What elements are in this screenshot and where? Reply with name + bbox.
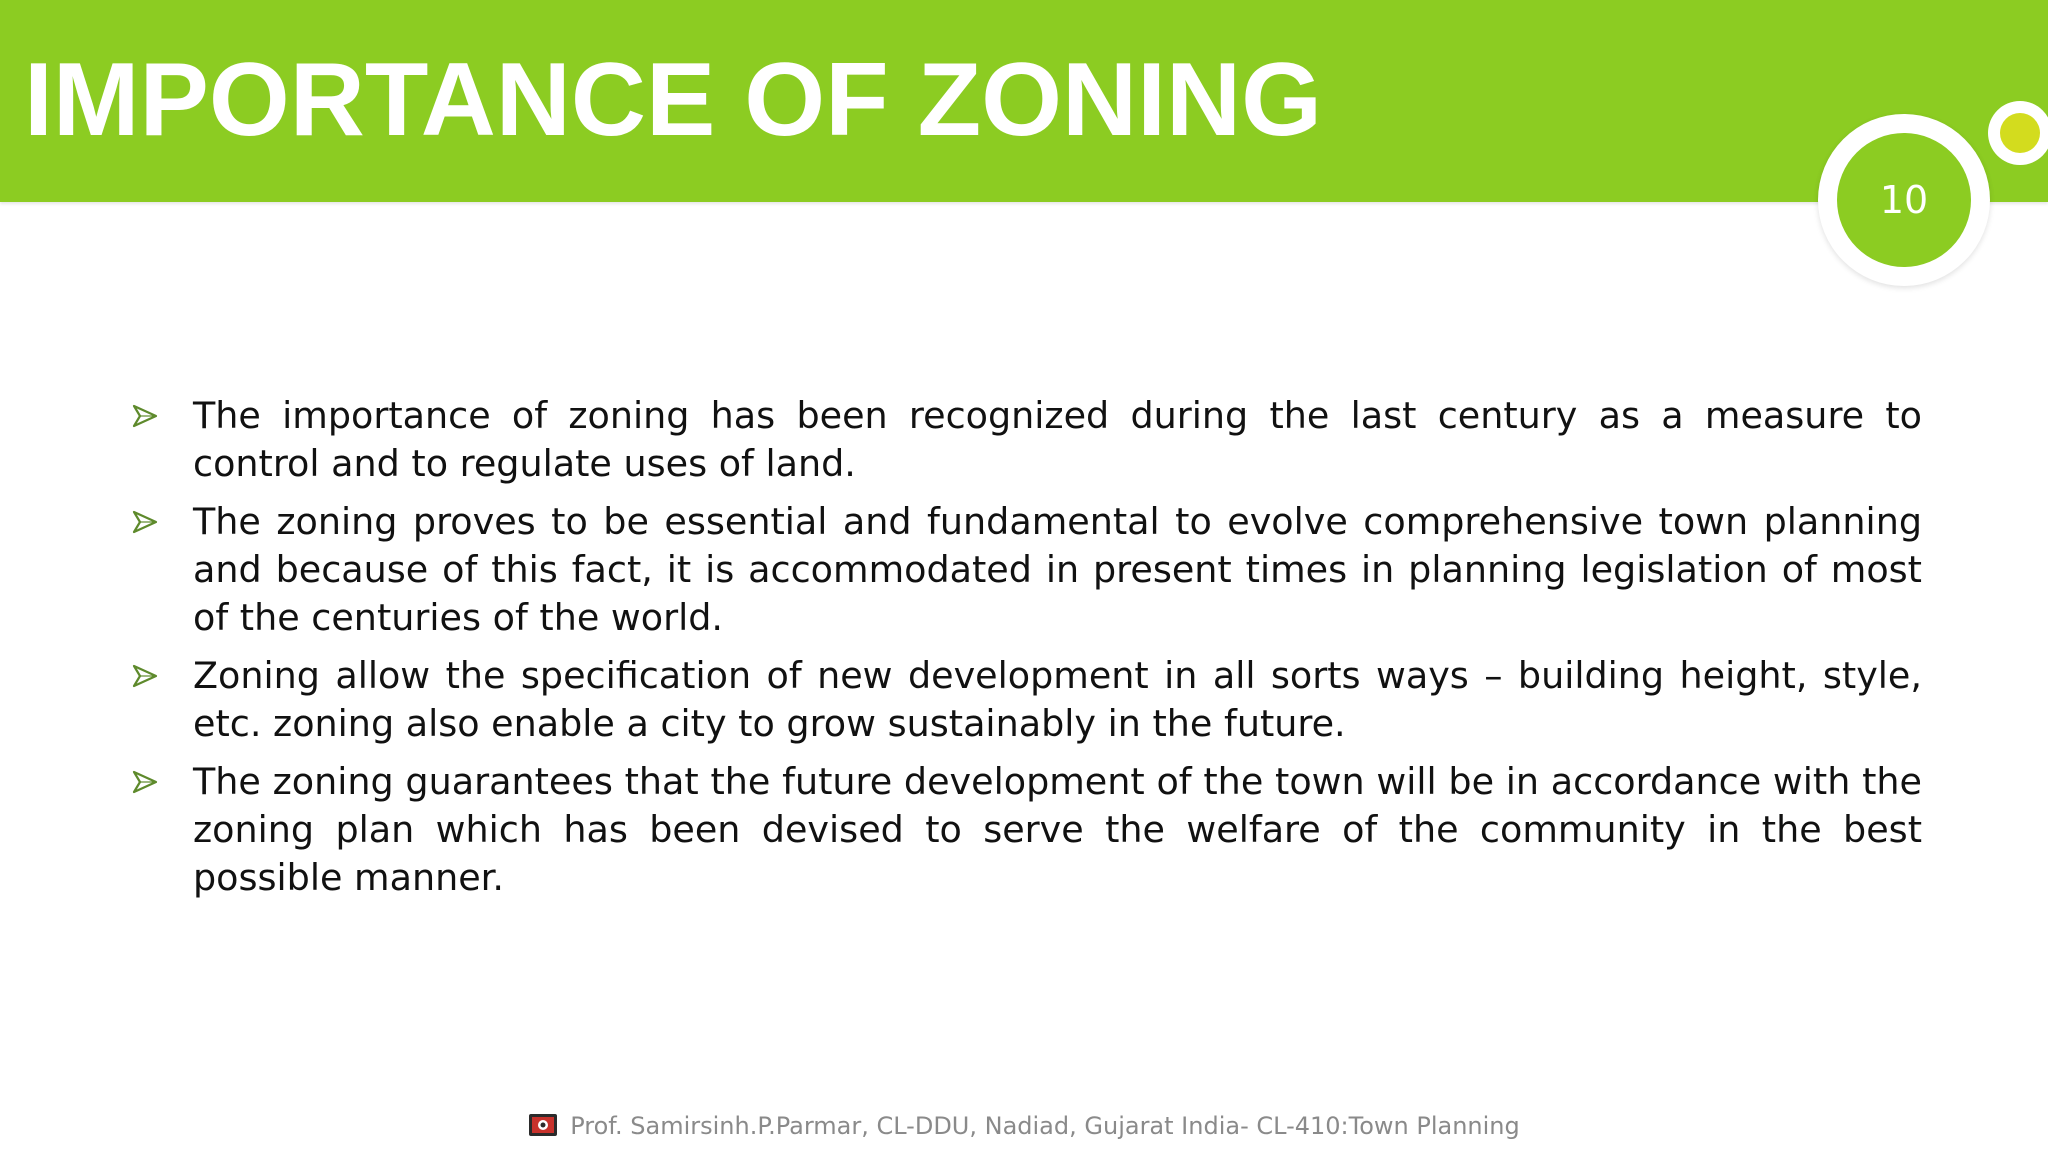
bullet-item xyxy=(130,758,1922,902)
footer-text: Prof. Samirsinh.P.Parmar, CL-DDU, Nadiad, Gujarat India- CL-410:Town Planning xyxy=(570,1112,1520,1140)
bullet-list xyxy=(130,392,1922,912)
page-number: 10 xyxy=(1879,178,1929,222)
bullet-item xyxy=(130,652,1922,748)
bullet-text: Zoning allow the specification of new development in all sorts ways – building height, style, etc. zoning also enable a city to grow sustainably in the future. xyxy=(193,654,1922,745)
slide-title: IMPORTANCE OF ZONING xyxy=(24,42,1323,158)
bullet-text: The importance of zoning has been recognized during the last century as a measure to control and to regulate uses of land. xyxy=(193,394,1922,485)
arrowhead-bullet-icon xyxy=(130,394,160,438)
bullet-text: The zoning guarantees that the future development of the town will be in accordance with the zoning plan which has been devised to serve the welfare of the community in the best possible manner. xyxy=(193,760,1922,899)
accent-dot xyxy=(2000,113,2040,153)
footer xyxy=(0,1108,2048,1144)
arrowhead-bullet-icon xyxy=(130,654,160,698)
arrowhead-bullet-icon xyxy=(130,500,160,544)
bullet-item xyxy=(130,498,1922,642)
institute-logo-icon xyxy=(528,1112,558,1138)
bullet-text: The zoning proves to be essential and fundamental to evolve comprehensive town planning and because of this fact, it is accommodated in present times in planning legislation of most of the centuries of the world. xyxy=(193,500,1922,639)
arrowhead-bullet-icon xyxy=(130,760,160,804)
bullet-item xyxy=(130,392,1922,488)
